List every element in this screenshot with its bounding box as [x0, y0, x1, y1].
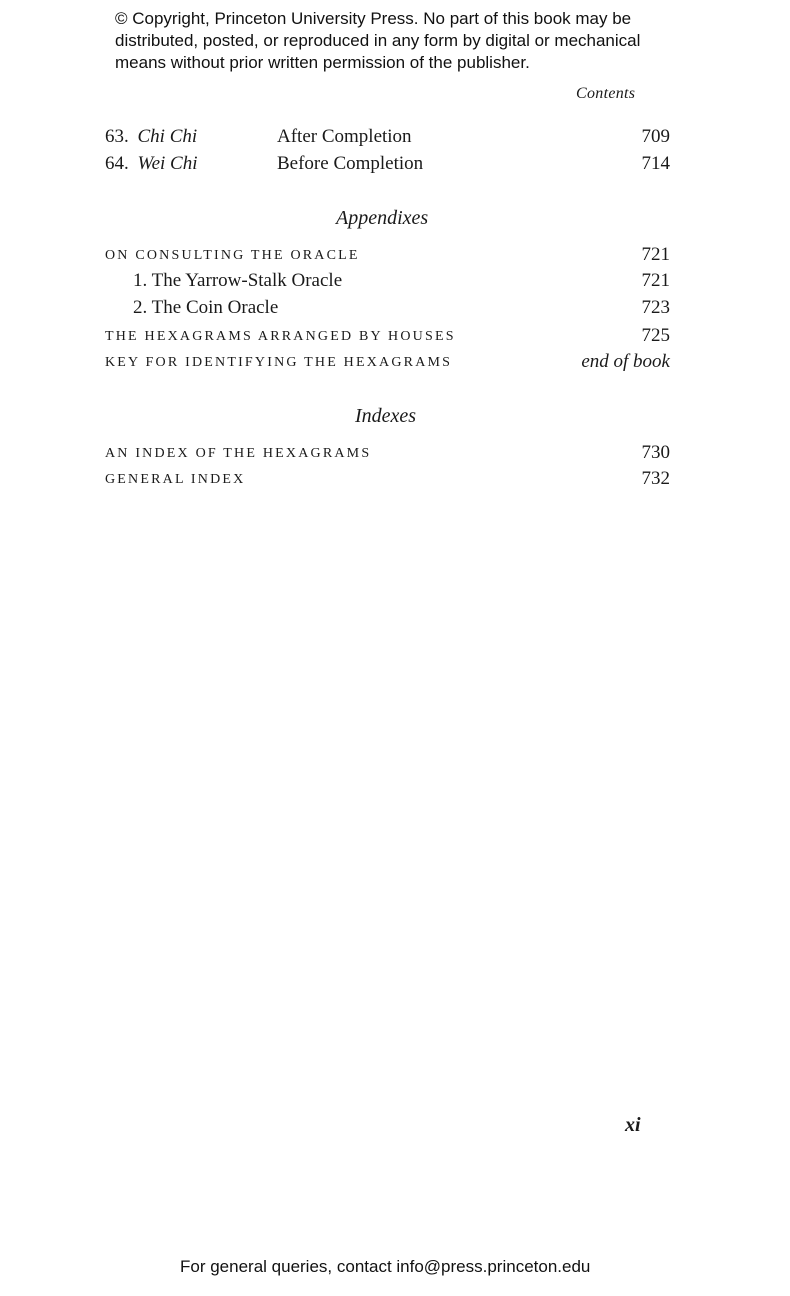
toc-entry — [105, 351, 670, 377]
toc-entry — [105, 442, 670, 468]
page-number: 725 — [641, 325, 670, 346]
copyright-line: © Copyright, Princeton University Press. No part of this book may be — [115, 9, 632, 28]
toc-entry-label: GENERAL INDEX — [105, 472, 246, 487]
page-folio: xi — [625, 1114, 641, 1136]
toc-subentry-label: 2. The Coin Oracle — [133, 297, 279, 318]
toc-entry — [105, 468, 670, 494]
page-number: end of book — [581, 351, 670, 372]
toc-entry-label: THE HEXAGRAMS ARRANGED BY HOUSES — [105, 329, 456, 344]
page-number: 721 — [641, 244, 670, 265]
toc-subentry-label: 1. The Yarrow-Stalk Oracle — [133, 270, 343, 291]
indexes-heading: Indexes — [355, 405, 417, 427]
hexagram-english-name: After Completion — [277, 126, 412, 147]
toc-entry — [105, 325, 670, 351]
toc-entry-label: KEY FOR IDENTIFYING THE HEXAGRAMS — [105, 355, 453, 370]
toc-entry — [105, 244, 670, 270]
toc-entry-label: AN INDEX OF THE HEXAGRAMS — [105, 446, 372, 461]
hexagram-chinese-name: Wei Chi — [137, 153, 198, 174]
running-head: Contents — [576, 85, 636, 102]
page-number: 732 — [641, 468, 670, 489]
toc-subentry — [105, 270, 670, 296]
page-number: 721 — [641, 270, 670, 291]
page-number: 714 — [641, 153, 670, 174]
hexagram-chinese-name: Chi Chi — [137, 126, 198, 147]
hexagram-number-label — [105, 153, 198, 175]
page-number: 723 — [641, 297, 670, 318]
copyright-line: means without prior written permission of the publisher. — [115, 53, 530, 72]
contact-footer: For general queries, contact info@press.princeton.edu — [180, 1257, 591, 1276]
page-number: 709 — [641, 126, 670, 147]
appendixes-heading: Appendixes — [336, 207, 429, 229]
hexagram-entry — [105, 153, 670, 179]
toc-subentry — [105, 297, 670, 323]
page-number: 730 — [641, 442, 670, 463]
hexagram-number: 64. — [105, 153, 129, 174]
hexagram-entry — [105, 126, 670, 152]
toc-entry-label: ON CONSULTING THE ORACLE — [105, 248, 360, 263]
copyright-line: distributed, posted, or reproduced in any form by digital or mechanical — [115, 31, 641, 50]
hexagram-number: 63. — [105, 126, 129, 147]
hexagram-number-label — [105, 126, 197, 148]
hexagram-english-name: Before Completion — [277, 153, 424, 174]
copyright-notice — [115, 8, 715, 74]
